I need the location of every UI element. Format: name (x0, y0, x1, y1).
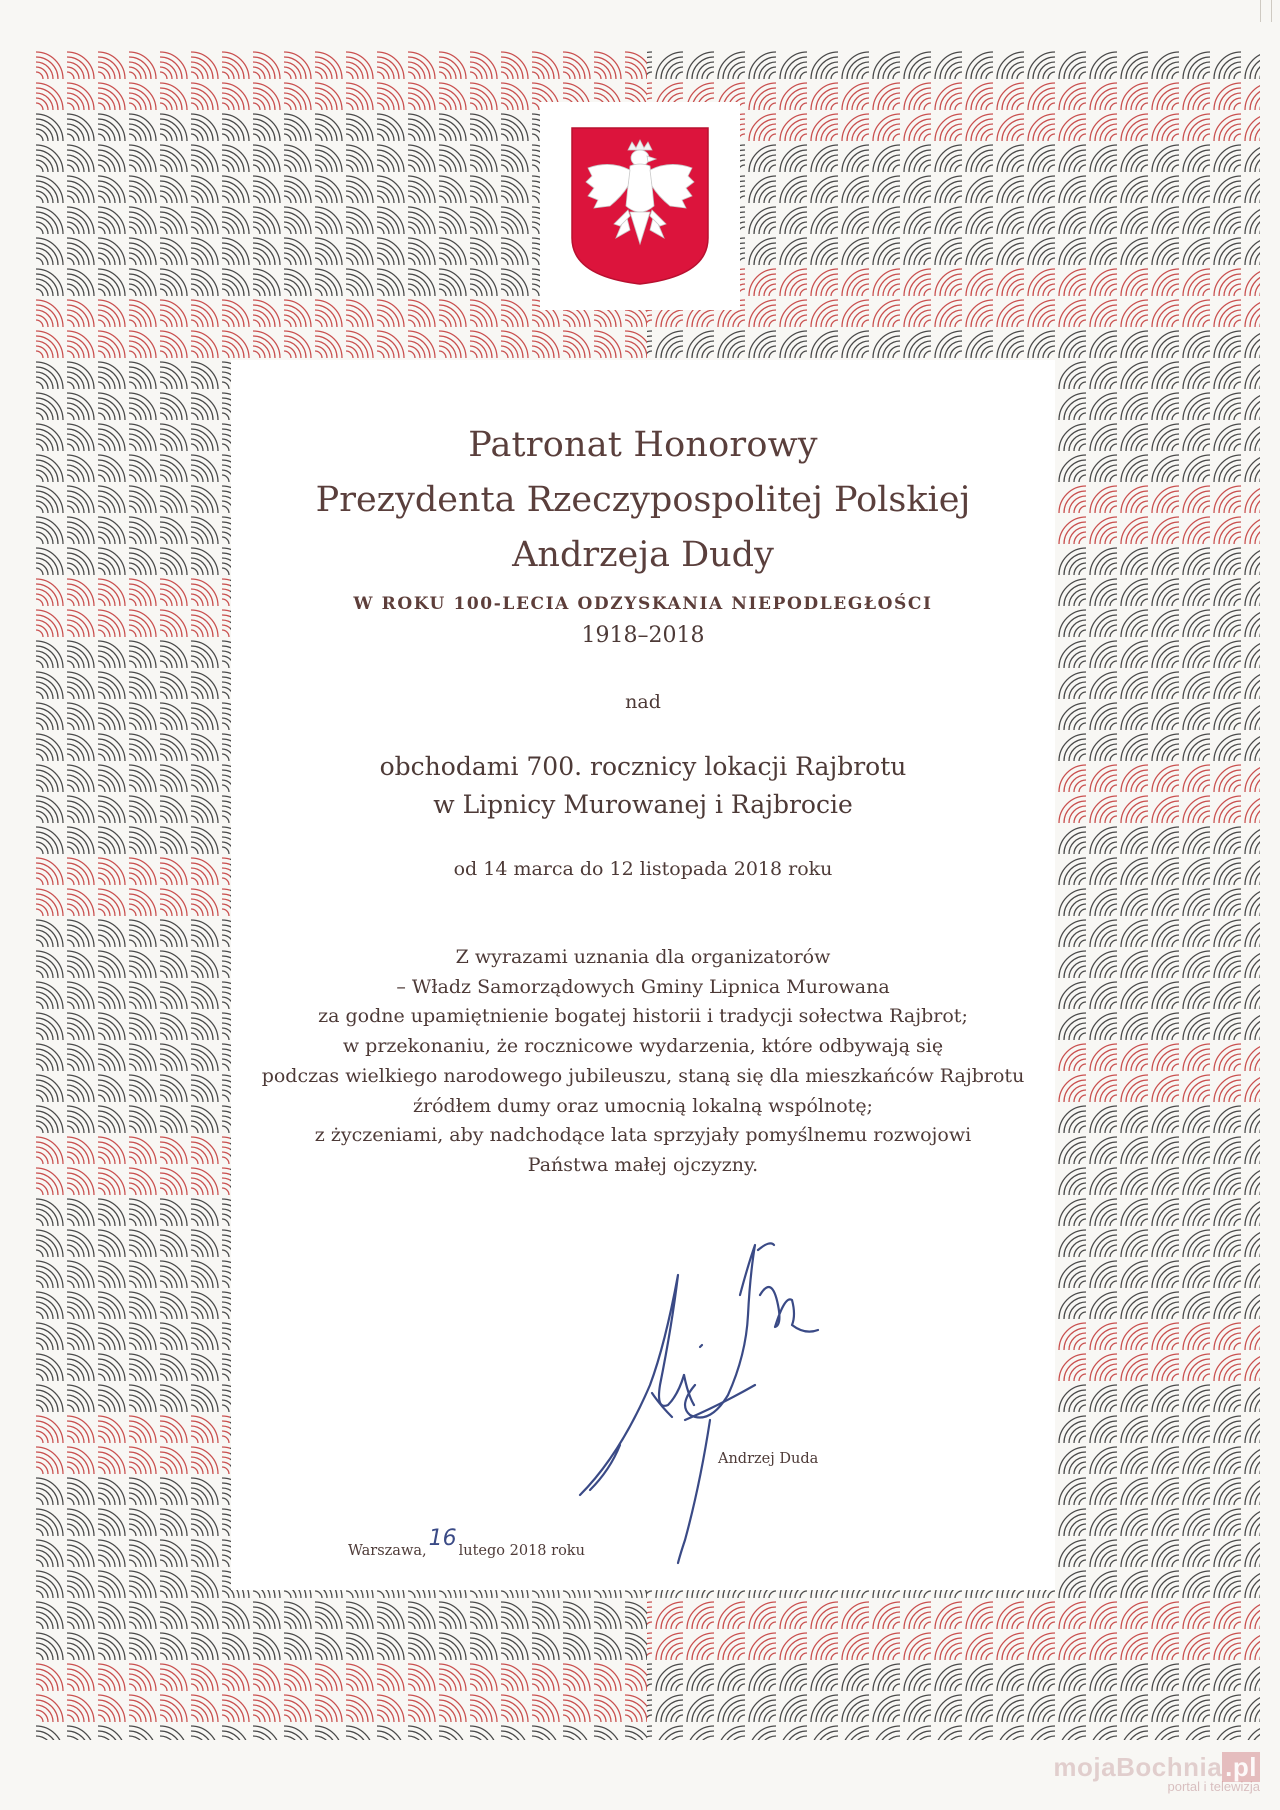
event-line-2: w Lipnicy Murowanej i Rajbrocie (433, 790, 853, 819)
body-line: podczas wielkiego narodowego jubileuszu, staną się dla mieszkańców Rajbrotu (261, 1064, 1025, 1087)
body-line: za godne upamiętnienie bogatej historii i tradycji sołectwa Rajbrot; (318, 1005, 968, 1028)
body-line: w przekonaniu, że rocznicowe wydarzenia, które odbywają się (342, 1035, 944, 1058)
years: 1918–2018 (581, 623, 705, 648)
connector-word: nad (625, 691, 661, 713)
scan-edge-mark (1260, 0, 1272, 22)
dedication-body (231, 943, 1055, 1181)
polish-eagle-emblem-icon (570, 126, 710, 286)
subtitle: W ROKU 100-LECIA ODZYSKANIA NIEPODLEGŁOŚCI (353, 594, 933, 614)
body-line: źródłem dumy oraz umocnią lokalną wspólnotę; (413, 1094, 873, 1117)
date-rest: lutego 2018 roku (458, 1543, 585, 1559)
body-line: z życzeniami, aby nadchodące lata sprzyjały pomyślnemu rozwojowi (314, 1124, 972, 1147)
title-line-3: Andrzeja Dudy (512, 535, 774, 575)
signer-name: Andrzej Duda (718, 1451, 819, 1467)
handwritten-signature (560, 1235, 940, 1565)
place: Warszawa, (348, 1543, 427, 1559)
body-line: – Władz Samorządowych Gminy Lipnica Murowana (396, 975, 890, 998)
watermark (1053, 1752, 1260, 1794)
title-line-1: Patronat Honorowy (468, 425, 818, 465)
handwritten-day: 16 (428, 1526, 457, 1551)
title-line-2: Prezydenta Rzeczypospolitej Polskiej (315, 480, 971, 520)
body-line: Państwa małej ojczyzny. (527, 1153, 759, 1176)
watermark-tagline: portal i telewizja (1167, 1779, 1260, 1794)
watermark-brand: mojaBochnia .pl (1053, 1752, 1260, 1783)
place-and-date (348, 1526, 585, 1561)
body-line: Z wyrazami uznania dla organizatorów (455, 946, 831, 968)
event-line-1: obchodami 700. rocznicy lokacji Rajbrotu (379, 752, 907, 781)
date-range: od 14 marca do 12 listopada 2018 roku (453, 858, 833, 880)
